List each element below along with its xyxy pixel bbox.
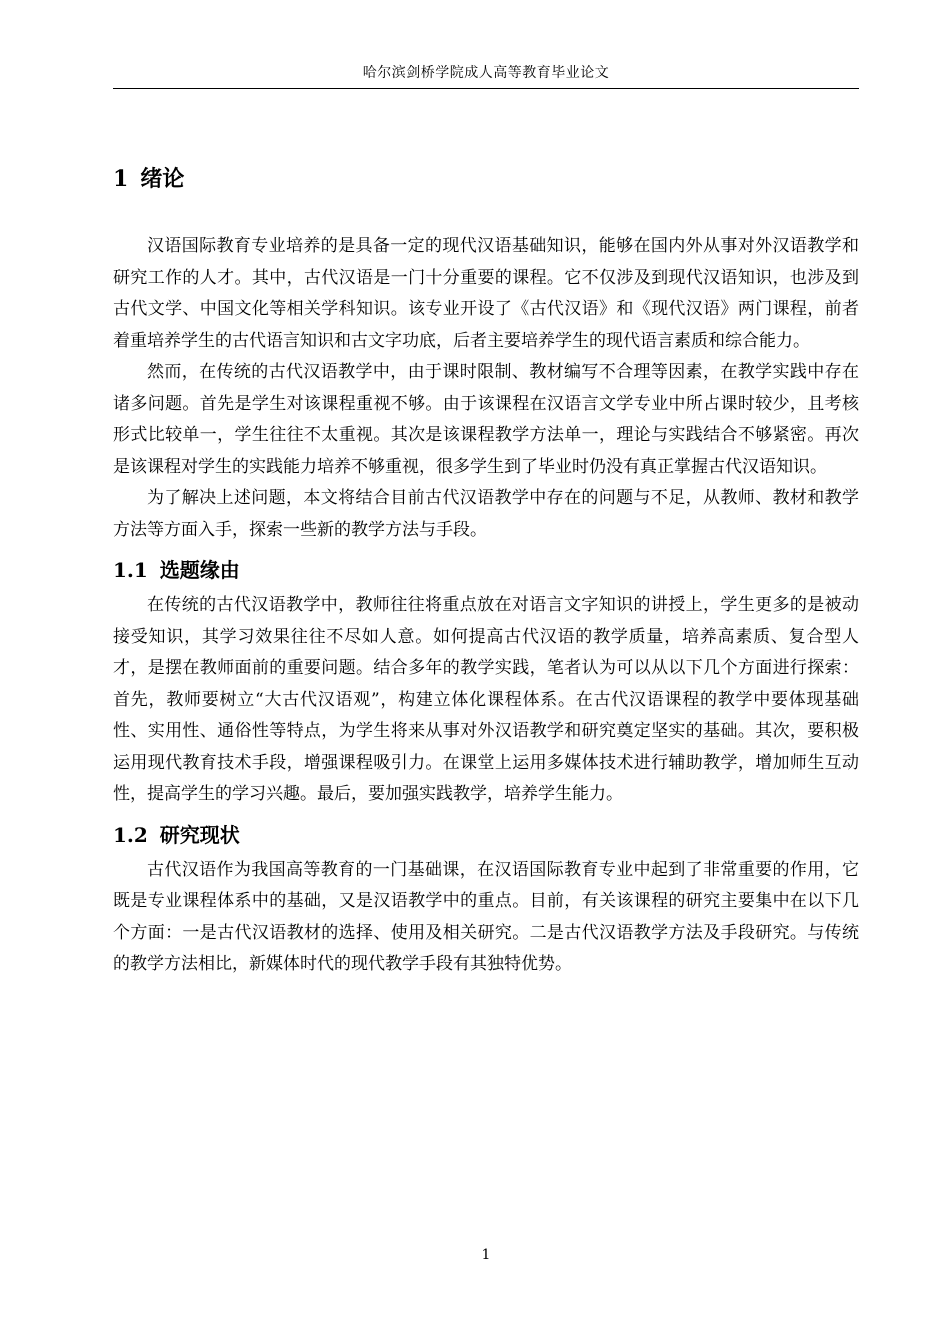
intro-paragraph-2: 然而，在传统的古代汉语教学中，由于课时限制、教材编写不合理等因素，在教学实践中存在诸多问题。首先是学生对该课程重视不够。由于该课程在汉语言文学专业中所占课时较少，且考核形式比较单一，学生往往不太重视。其次是该课程教学方法单一，理论与实践结合不够紧密。再次是该课程对学生的实践能力培养不够重视，很多学生到了毕业时仍没有真正掌握古代汉语知识。 [113,362,859,477]
page-body [113,160,859,981]
header-rule [113,88,859,89]
spacer [113,198,859,231]
chapter-title: 绪论 [140,166,185,192]
section-1-1-paragraph-1: 在传统的古代汉语教学中，教师往往将重点放在对语言文字知识的讲授上，学生更多的是被动接受知识，其学习效果往往不尽如人意。如何提高古代汉语的教学质量，培养高素质、复合型人才，是摆在教师面前的重要问题。结合多年的教学实践，笔者认为可以从以下几个方面进行探索：首先，教师要树立“大古代汉语观”，构建立体化课程体系。在古代汉语课程的教学中要体现基础性、实用性、通俗性等特点，为学生将来从事对外汉语教学和研究奠定坚实的基础。其次，要积极运用现代教育技术手段，增强课程吸引力。在课堂上运用多媒体技术进行辅助教学，增加师生互动性，提高学生的学习兴趣。最后，要加强实践教学，培养学生能力。 [113,595,859,804]
chapter-number: 1 [113,166,129,192]
section-heading-1-2 [113,817,859,853]
running-header: 哈尔滨剑桥学院成人高等教育毕业论文 [362,65,610,81]
section-heading-1-1 [113,552,859,588]
intro-paragraph-3: 为了解决上述问题，本文将结合目前古代汉语教学中存在的问题与不足，从教师、教材和教学方法等方面入手，探索一些新的教学方法与手段。 [113,488,859,540]
intro-paragraph-1: 汉语国际教育专业培养的是具备一定的现代汉语基础知识，能够在国内外从事对外汉语教学和研究工作的人才。其中，古代汉语是一门十分重要的课程。它不仅涉及到现代汉语知识，也涉及到古代文学、中国文化等相关学科知识。该专业开设了《古代汉语》和《现代汉语》两门课程，前者着重培养学生的古代语言知识和古文字功底，后者主要培养学生的现代语言素质和综合能力。 [113,236,859,351]
section-1-2-paragraph-1: 古代汉语作为我国高等教育的一门基础课，在汉语国际教育专业中起到了非常重要的作用，它既是专业课程体系中的基础，又是汉语教学中的重点。目前，有关该课程的研究主要集中在以下几个方面：一是古代汉语教材的选择、使用及相关研究。二是古代汉语教学方法及手段研究。与传统的教学方法相比，新媒体时代的现代教学手段有其独特优势。 [113,859,859,974]
section-number: 1.2 [113,822,148,847]
page-number: 1 [481,1247,491,1263]
section-title: 选题缘由 [159,558,240,582]
section-title: 研究现状 [159,822,240,847]
section-number: 1.1 [113,558,148,582]
chapter-heading [113,160,859,198]
